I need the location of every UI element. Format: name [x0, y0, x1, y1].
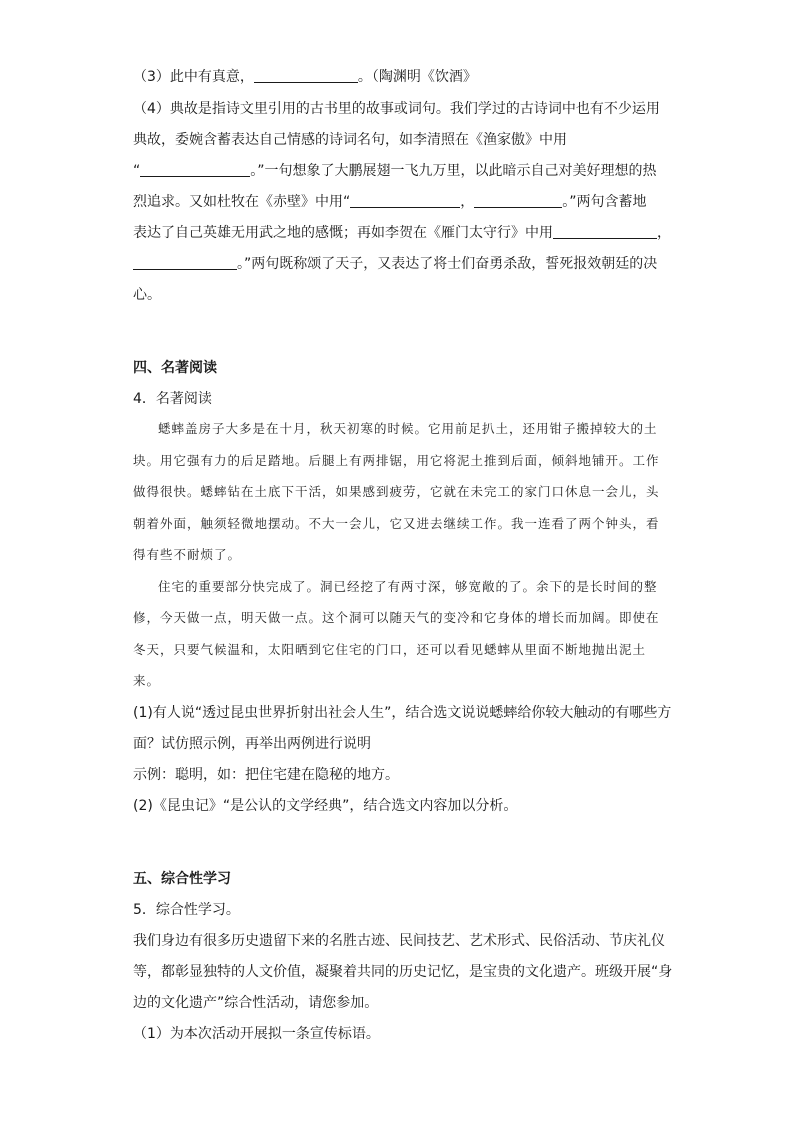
open-quote: “ [133, 163, 141, 179]
comma: ， [657, 225, 671, 241]
answer-blank[interactable] [254, 68, 358, 83]
q3-item4-line5-prefix: 表达了自己英雄无用武之地的感慨；再如李贺在《雁门太守行》中用 [133, 225, 553, 241]
answer-blank[interactable] [133, 255, 237, 270]
answer-blank[interactable] [140, 162, 250, 177]
section5-para-line1: 我们身边有很多历史遗留下来的名胜古迹、民间技艺、艺术形式、民俗活动、节庆礼仪 [133, 933, 665, 949]
section4-example: 示例：聪明，如：把住宅建在隐秘的地方。 [133, 767, 399, 783]
section5-para-line2: 等，都彰显独特的人文价值，凝聚着共同的历史记忆，是宝贵的文化遗产。班级开展“身 [133, 964, 673, 980]
reading-passage [133, 413, 669, 697]
q3-item4-line1: （4）典故是指诗文里引用的古书里的故事或词句。我们学过的古诗词中也有不少运用 [133, 101, 660, 117]
q3-item4-line5 [133, 223, 671, 243]
section5-para-line3: 边的文化遗产”综合性活动，请您参加。 [133, 995, 379, 1011]
section4-q1-line1: (1)有人说“透过昆虫世界折射出社会人生”，结合选文说说蟋蟀给你较大触动的有哪些方 [133, 705, 672, 721]
answer-blank[interactable] [350, 193, 460, 208]
q3-item4-line4-prefix: 烈追求。又如杜牧在《赤壁》中用“ [133, 194, 351, 210]
section4-q1-line2: 面？试仿照示例，再举出两例进行说明 [133, 736, 371, 752]
q3-item4-line3 [133, 161, 657, 181]
section5-heading: 五、综合性学习 [133, 871, 231, 887]
q3-item4-line7: 心。 [133, 287, 161, 303]
passage-paragraph-2: 住宅的重要部分快完成了。洞已经挖了有两寸深，够宽敞的了。余下的是长时间的整修，今天做一点，明天做一点。这个洞可以随天气的变冷和它身体的增长而加阔。即使在冬天，只要气候温和，太阳晒到它住宅的门口，还可以看见蟋蟀从里面不断地抛出泥土来。 [133, 578, 660, 688]
q3-item3-line [133, 67, 477, 87]
q3-item4-line6-suffix: 。”两句既称颂了天子，又表达了将士们奋勇杀敌，誓死报效朝廷的决 [237, 256, 658, 272]
comma: ， [460, 194, 475, 210]
passage-paragraph-1: 蟋蟀盖房子大多是在十月，秋天初寒的时候。它用前足扒土，还用钳子搬掉较大的土块。用它强有力的后足踏地。后腿上有两排锯，用它将泥土推到后面，倾斜地铺开。工作做得很快。蟋蟀钻在土底下干活，如果感到疲劳，它就在未完工的家门口休息一会儿，头朝着外面，触须轻微地摆动。不大一会儿，它又进去继续工作。我一连看了两个钟头，看得有些不耐烦了。 [133, 421, 660, 562]
section4-heading: 四、名著阅读 [133, 360, 217, 376]
q3-item4-line4-suffix: 。”两句含蓄地 [562, 194, 647, 210]
q3-item3-prefix: （3）此中有真意， [133, 69, 254, 85]
section5-q1: （1）为本次活动开展拟一条宣传标语。 [133, 1026, 380, 1042]
section5-question-title: 5．综合性学习。 [133, 902, 240, 918]
q3-item3-suffix: 。（陶渊明《饮酒》 [357, 69, 477, 85]
q3-item4-line2: 典故，委婉含蓄表达自己情感的诗词名句，如李清照在《渔家傲》中用 [133, 132, 567, 148]
section4-question-title: 4．名著阅读 [133, 391, 212, 407]
q3-item4-line3-suffix: 。”一句想象了大鹏展翅一飞九万里，以此暗示自己对美好理想的热 [250, 163, 657, 179]
section4-q2: (2)《昆虫记》“是公认的文学经典”，结合选文内容加以分析。 [133, 798, 518, 814]
answer-blank[interactable] [553, 224, 657, 239]
answer-blank[interactable] [474, 193, 562, 208]
q3-item4-line6 [133, 254, 657, 274]
q3-item4-line4 [133, 192, 647, 212]
